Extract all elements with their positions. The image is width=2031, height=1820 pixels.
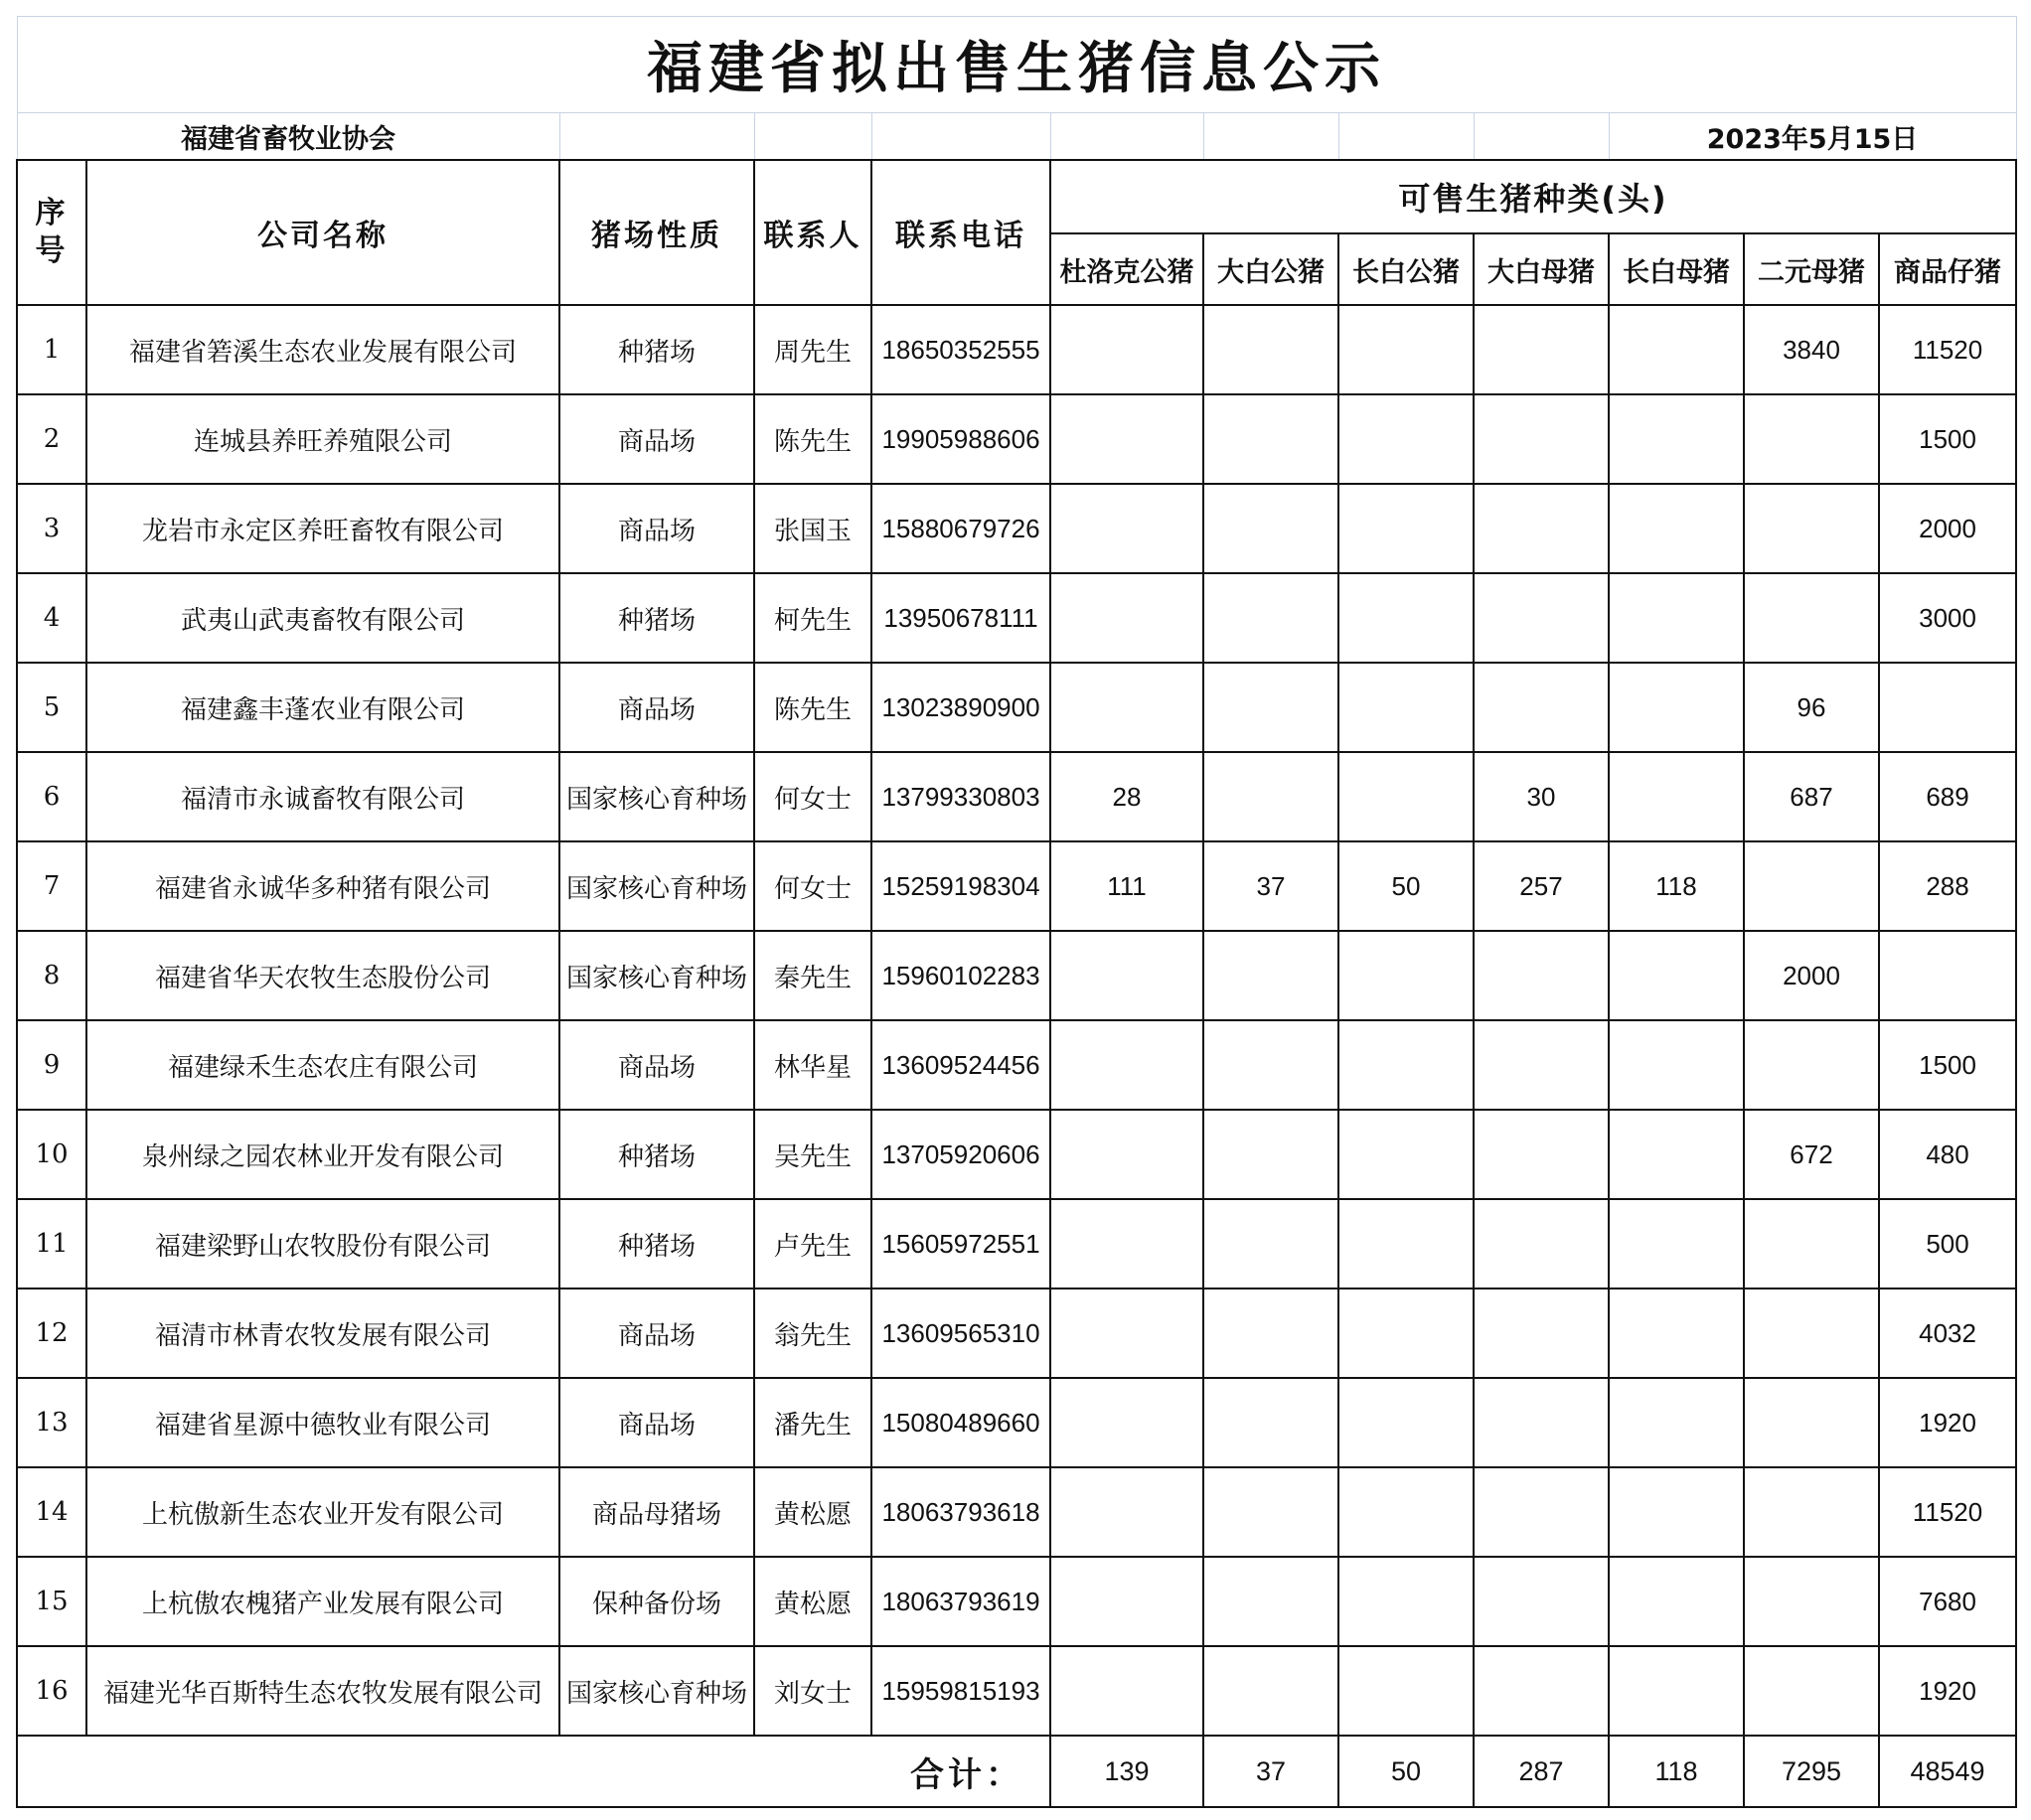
table-row xyxy=(17,573,2016,663)
page-title: 福建省拟出售生猪信息公示 xyxy=(17,17,2016,113)
row-farm-type: 商品母猪场 xyxy=(559,1467,754,1557)
row-company: 上杭傲农槐猪产业发展有限公司 xyxy=(86,1557,559,1646)
pig-sales-table xyxy=(16,16,2017,1808)
row-count: 11520 xyxy=(1879,1467,2016,1557)
row-seq: 14 xyxy=(17,1467,86,1557)
row-farm-type: 商品场 xyxy=(559,663,754,752)
row-count xyxy=(1050,663,1203,752)
total-count: 50 xyxy=(1338,1736,1474,1807)
row-count xyxy=(1050,931,1203,1020)
row-farm-type: 种猪场 xyxy=(559,573,754,663)
row-count: 3840 xyxy=(1744,305,1879,394)
row-count xyxy=(1203,305,1338,394)
row-count xyxy=(1338,1110,1474,1199)
row-company: 福建省星源中德牧业有限公司 xyxy=(86,1378,559,1467)
row-count: 687 xyxy=(1744,752,1879,841)
row-seq: 6 xyxy=(17,752,86,841)
empty-meta-cell xyxy=(754,113,871,161)
header-available-pigs: 可售生猪种类(头) xyxy=(1050,160,2016,233)
row-count xyxy=(1474,1467,1609,1557)
row-contact: 潘先生 xyxy=(754,1378,871,1467)
row-farm-type: 种猪场 xyxy=(559,305,754,394)
row-phone: 15080489660 xyxy=(871,1378,1050,1467)
row-count xyxy=(1744,1378,1879,1467)
row-phone: 13609524456 xyxy=(871,1020,1050,1110)
row-seq: 10 xyxy=(17,1110,86,1199)
total-row xyxy=(17,1736,2016,1807)
row-count xyxy=(1609,305,1744,394)
table-row xyxy=(17,1378,2016,1467)
row-count xyxy=(1338,1467,1474,1557)
row-contact: 黄松愿 xyxy=(754,1467,871,1557)
row-count: 7680 xyxy=(1879,1557,2016,1646)
row-count xyxy=(1050,1020,1203,1110)
row-count xyxy=(1050,1646,1203,1736)
row-count: 1500 xyxy=(1879,394,2016,484)
row-count xyxy=(1744,484,1879,573)
empty-meta-cell xyxy=(1474,113,1609,161)
row-count xyxy=(1609,484,1744,573)
header-category: 大白母猪 xyxy=(1474,233,1609,305)
row-farm-type: 商品场 xyxy=(559,1378,754,1467)
row-count xyxy=(1744,1289,1879,1378)
publish-date: 2023年5月15日 xyxy=(1609,113,2016,161)
row-phone: 15960102283 xyxy=(871,931,1050,1020)
organization-label: 福建省畜牧业协会 xyxy=(17,113,559,161)
row-count xyxy=(1744,1020,1879,1110)
row-company: 上杭傲新生态农业开发有限公司 xyxy=(86,1467,559,1557)
row-contact: 翁先生 xyxy=(754,1289,871,1378)
row-farm-type: 种猪场 xyxy=(559,1199,754,1289)
row-count xyxy=(1609,1199,1744,1289)
row-company: 福建省永诚华多种猪有限公司 xyxy=(86,841,559,931)
row-count: 1500 xyxy=(1879,1020,2016,1110)
row-count xyxy=(1338,394,1474,484)
row-count xyxy=(1203,1199,1338,1289)
row-count xyxy=(1203,1289,1338,1378)
row-count: 2000 xyxy=(1744,931,1879,1020)
row-count xyxy=(1744,1199,1879,1289)
row-count xyxy=(1474,1646,1609,1736)
row-phone: 13950678111 xyxy=(871,573,1050,663)
row-company: 福清市永诚畜牧有限公司 xyxy=(86,752,559,841)
row-farm-type: 保种备份场 xyxy=(559,1557,754,1646)
empty-meta-cell xyxy=(871,113,1050,161)
table-row xyxy=(17,1020,2016,1110)
header-phone: 联系电话 xyxy=(871,160,1050,305)
row-contact: 林华星 xyxy=(754,1020,871,1110)
row-seq: 13 xyxy=(17,1378,86,1467)
row-contact: 黄松愿 xyxy=(754,1557,871,1646)
row-count xyxy=(1474,1378,1609,1467)
total-count: 118 xyxy=(1609,1736,1744,1807)
row-phone: 13609565310 xyxy=(871,1289,1050,1378)
table-row xyxy=(17,394,2016,484)
row-contact: 刘女士 xyxy=(754,1646,871,1736)
row-company: 福建鑫丰蓬农业有限公司 xyxy=(86,663,559,752)
row-seq: 16 xyxy=(17,1646,86,1736)
row-count xyxy=(1744,1467,1879,1557)
row-seq: 15 xyxy=(17,1557,86,1646)
row-contact: 秦先生 xyxy=(754,931,871,1020)
row-count xyxy=(1474,573,1609,663)
table-row xyxy=(17,1110,2016,1199)
row-count xyxy=(1203,1467,1338,1557)
row-count xyxy=(1050,1110,1203,1199)
row-phone: 15959815193 xyxy=(871,1646,1050,1736)
table-row xyxy=(17,1289,2016,1378)
row-seq: 7 xyxy=(17,841,86,931)
row-contact: 吴先生 xyxy=(754,1110,871,1199)
row-count xyxy=(1609,931,1744,1020)
row-contact: 陈先生 xyxy=(754,394,871,484)
row-count xyxy=(1203,752,1338,841)
row-count: 28 xyxy=(1050,752,1203,841)
row-count xyxy=(1744,1646,1879,1736)
row-count xyxy=(1474,1020,1609,1110)
row-farm-type: 商品场 xyxy=(559,1020,754,1110)
row-seq: 8 xyxy=(17,931,86,1020)
row-company: 福建省箬溪生态农业发展有限公司 xyxy=(86,305,559,394)
row-count xyxy=(1203,484,1338,573)
row-phone: 15259198304 xyxy=(871,841,1050,931)
row-count xyxy=(1474,1557,1609,1646)
row-seq: 3 xyxy=(17,484,86,573)
row-company: 福建绿禾生态农庄有限公司 xyxy=(86,1020,559,1110)
row-count xyxy=(1050,394,1203,484)
row-count xyxy=(1609,1110,1744,1199)
header-category: 长白母猪 xyxy=(1609,233,1744,305)
row-company: 福建梁野山农牧股份有限公司 xyxy=(86,1199,559,1289)
row-phone: 15880679726 xyxy=(871,484,1050,573)
row-count xyxy=(1203,573,1338,663)
row-count xyxy=(1338,1020,1474,1110)
row-farm-type: 国家核心育种场 xyxy=(559,841,754,931)
row-contact: 何女士 xyxy=(754,841,871,931)
row-count xyxy=(1050,1467,1203,1557)
table-row xyxy=(17,305,2016,394)
row-contact: 何女士 xyxy=(754,752,871,841)
row-count xyxy=(1338,931,1474,1020)
row-farm-type: 国家核心育种场 xyxy=(559,752,754,841)
total-count: 7295 xyxy=(1744,1736,1879,1807)
header-farm-type: 猪场性质 xyxy=(559,160,754,305)
total-label: 合计： xyxy=(17,1736,1050,1807)
row-count xyxy=(1609,573,1744,663)
row-count xyxy=(1474,1289,1609,1378)
row-company: 龙岩市永定区养旺畜牧有限公司 xyxy=(86,484,559,573)
row-phone: 13799330803 xyxy=(871,752,1050,841)
row-count xyxy=(1050,1199,1203,1289)
row-count: 4032 xyxy=(1879,1289,2016,1378)
row-count xyxy=(1338,305,1474,394)
empty-meta-cell xyxy=(1050,113,1203,161)
row-phone: 13705920606 xyxy=(871,1110,1050,1199)
row-count: 672 xyxy=(1744,1110,1879,1199)
header-category: 二元母猪 xyxy=(1744,233,1879,305)
empty-meta-cell xyxy=(1338,113,1474,161)
header-company: 公司名称 xyxy=(86,160,559,305)
row-count xyxy=(1609,1289,1744,1378)
row-count xyxy=(1609,1557,1744,1646)
row-seq: 4 xyxy=(17,573,86,663)
row-count xyxy=(1050,484,1203,573)
row-phone: 15605972551 xyxy=(871,1199,1050,1289)
header-category: 杜洛克公猪 xyxy=(1050,233,1203,305)
header-category: 长白公猪 xyxy=(1338,233,1474,305)
row-count xyxy=(1474,1199,1609,1289)
row-farm-type: 商品场 xyxy=(559,394,754,484)
row-phone: 19905988606 xyxy=(871,394,1050,484)
row-count xyxy=(1203,1646,1338,1736)
row-count: 111 xyxy=(1050,841,1203,931)
row-count xyxy=(1609,394,1744,484)
table-row xyxy=(17,931,2016,1020)
row-count xyxy=(1609,1020,1744,1110)
row-company: 泉州绿之园农林业开发有限公司 xyxy=(86,1110,559,1199)
table-row xyxy=(17,752,2016,841)
row-count xyxy=(1609,1378,1744,1467)
row-phone: 18063793618 xyxy=(871,1467,1050,1557)
row-seq: 9 xyxy=(17,1020,86,1110)
row-count: 1920 xyxy=(1879,1378,2016,1467)
row-count xyxy=(1474,305,1609,394)
row-count xyxy=(1474,931,1609,1020)
row-count xyxy=(1338,484,1474,573)
row-count xyxy=(1744,841,1879,931)
row-count xyxy=(1338,1378,1474,1467)
row-seq: 11 xyxy=(17,1199,86,1289)
row-count xyxy=(1474,663,1609,752)
row-count: 96 xyxy=(1744,663,1879,752)
row-count xyxy=(1609,1646,1744,1736)
row-phone: 18063793619 xyxy=(871,1557,1050,1646)
row-farm-type: 商品场 xyxy=(559,1289,754,1378)
row-count xyxy=(1338,663,1474,752)
row-count xyxy=(1050,1289,1203,1378)
row-count: 30 xyxy=(1474,752,1609,841)
row-phone: 13023890900 xyxy=(871,663,1050,752)
row-count xyxy=(1338,1557,1474,1646)
row-count xyxy=(1203,663,1338,752)
row-count xyxy=(1609,1467,1744,1557)
row-count xyxy=(1050,573,1203,663)
row-count xyxy=(1744,394,1879,484)
row-seq: 2 xyxy=(17,394,86,484)
row-count xyxy=(1338,573,1474,663)
row-count xyxy=(1474,484,1609,573)
row-seq: 1 xyxy=(17,305,86,394)
row-count: 689 xyxy=(1879,752,2016,841)
row-contact: 陈先生 xyxy=(754,663,871,752)
row-count xyxy=(1744,1557,1879,1646)
row-count xyxy=(1338,752,1474,841)
row-company: 福建光华百斯特生态农牧发展有限公司 xyxy=(86,1646,559,1736)
row-company: 福建省华天农牧生态股份公司 xyxy=(86,931,559,1020)
row-company: 武夷山武夷畜牧有限公司 xyxy=(86,573,559,663)
table-row xyxy=(17,484,2016,573)
row-count xyxy=(1744,573,1879,663)
row-count xyxy=(1203,1110,1338,1199)
row-contact: 卢先生 xyxy=(754,1199,871,1289)
empty-meta-cell xyxy=(1203,113,1338,161)
row-farm-type: 商品场 xyxy=(559,484,754,573)
total-count: 37 xyxy=(1203,1736,1338,1807)
row-count: 480 xyxy=(1879,1110,2016,1199)
row-count xyxy=(1338,1199,1474,1289)
row-company: 连城县养旺养殖限公司 xyxy=(86,394,559,484)
row-farm-type: 国家核心育种场 xyxy=(559,931,754,1020)
table-row xyxy=(17,841,2016,931)
table-row xyxy=(17,663,2016,752)
row-count: 288 xyxy=(1879,841,2016,931)
header-seq xyxy=(17,160,86,305)
row-count: 500 xyxy=(1879,1199,2016,1289)
row-count: 118 xyxy=(1609,841,1744,931)
row-count: 50 xyxy=(1338,841,1474,931)
row-count xyxy=(1203,394,1338,484)
row-count xyxy=(1609,752,1744,841)
table-row xyxy=(17,1557,2016,1646)
header-category: 商品仔猪 xyxy=(1879,233,2016,305)
row-count xyxy=(1050,305,1203,394)
row-count: 37 xyxy=(1203,841,1338,931)
row-count xyxy=(1050,1378,1203,1467)
row-farm-type: 国家核心育种场 xyxy=(559,1646,754,1736)
table-row xyxy=(17,1646,2016,1736)
header-seq-label: 序号 xyxy=(35,196,69,268)
row-seq: 5 xyxy=(17,663,86,752)
row-seq: 12 xyxy=(17,1289,86,1378)
row-count xyxy=(1203,931,1338,1020)
table-row xyxy=(17,1467,2016,1557)
row-count xyxy=(1474,394,1609,484)
total-count: 139 xyxy=(1050,1736,1203,1807)
row-company: 福清市林青农牧发展有限公司 xyxy=(86,1289,559,1378)
row-count: 3000 xyxy=(1879,573,2016,663)
row-contact: 柯先生 xyxy=(754,573,871,663)
header-category: 大白公猪 xyxy=(1203,233,1338,305)
row-count: 257 xyxy=(1474,841,1609,931)
row-count xyxy=(1203,1020,1338,1110)
row-count: 2000 xyxy=(1879,484,2016,573)
row-count xyxy=(1879,663,2016,752)
total-count: 287 xyxy=(1474,1736,1609,1807)
table-row xyxy=(17,1199,2016,1289)
row-count xyxy=(1338,1646,1474,1736)
row-farm-type: 种猪场 xyxy=(559,1110,754,1199)
row-count xyxy=(1338,1289,1474,1378)
row-count xyxy=(1474,1110,1609,1199)
row-contact: 张国玉 xyxy=(754,484,871,573)
header-contact: 联系人 xyxy=(754,160,871,305)
row-contact: 周先生 xyxy=(754,305,871,394)
row-phone: 18650352555 xyxy=(871,305,1050,394)
row-count xyxy=(1203,1557,1338,1646)
row-count: 11520 xyxy=(1879,305,2016,394)
total-count: 48549 xyxy=(1879,1736,2016,1807)
row-count: 1920 xyxy=(1879,1646,2016,1736)
row-count xyxy=(1203,1378,1338,1467)
row-count xyxy=(1050,1557,1203,1646)
row-count xyxy=(1609,663,1744,752)
row-count xyxy=(1879,931,2016,1020)
empty-meta-cell xyxy=(559,113,754,161)
